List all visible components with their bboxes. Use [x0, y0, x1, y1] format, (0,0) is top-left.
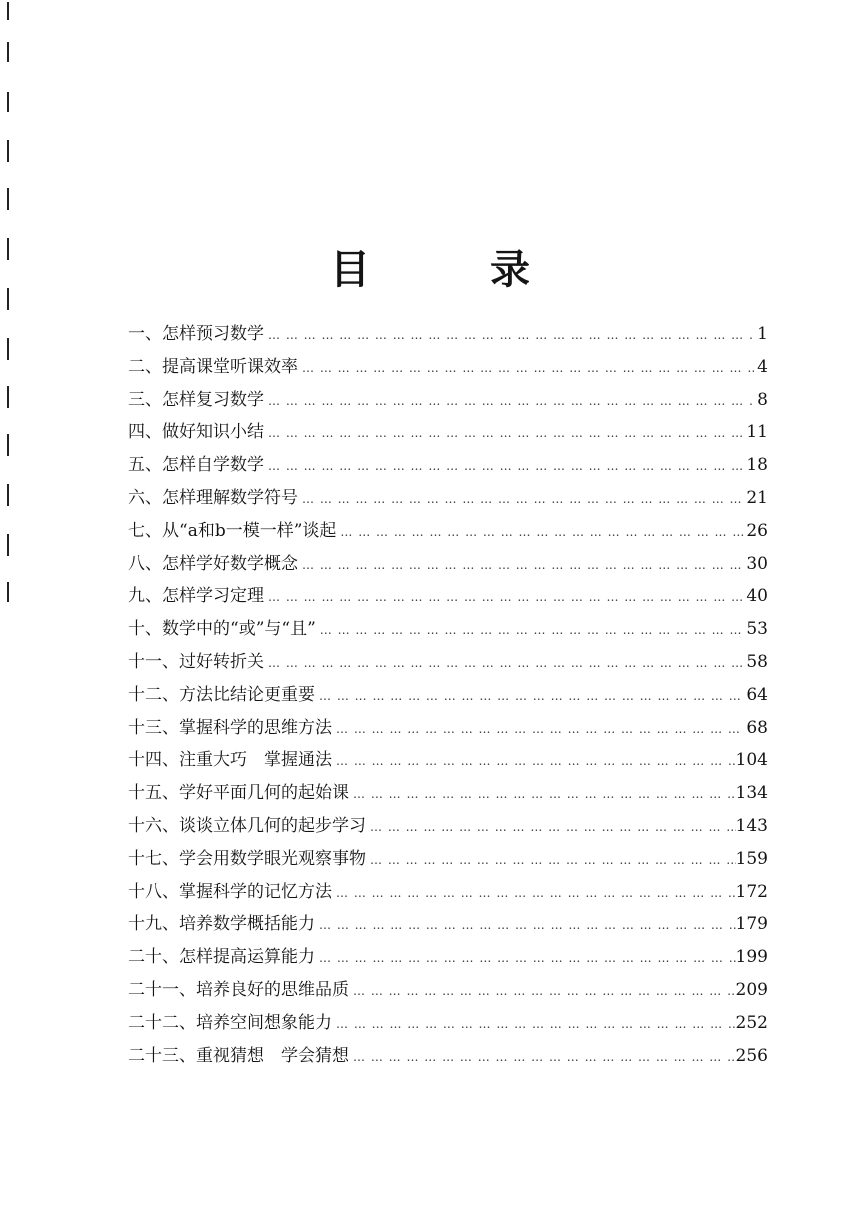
toc-entry-page-number: 40	[746, 586, 768, 607]
toc-entry[interactable]	[128, 351, 768, 384]
toc-entry[interactable]	[128, 810, 768, 843]
toc-dot-leader	[366, 811, 736, 844]
toc-dot-leader	[315, 942, 736, 975]
title-char-2: 录	[490, 247, 530, 293]
toc-entry-page-number: 11	[746, 422, 768, 443]
toc-entry-title: 十五、学好平面几何的起始课	[128, 783, 349, 804]
toc-entry-page-number: 21	[746, 487, 768, 508]
edge-mark	[7, 386, 9, 408]
toc-entry-page-number: 64	[746, 684, 768, 705]
toc-entry[interactable]	[128, 777, 768, 810]
toc-entry[interactable]	[128, 941, 768, 974]
toc-entry-page-number: 18	[746, 455, 768, 476]
edge-mark	[7, 434, 9, 456]
toc-entry-title: 二十、怎样提高运算能力	[128, 947, 315, 968]
toc-entry-page-number: 209	[735, 979, 768, 1000]
toc-entry-page-number: 199	[735, 947, 768, 968]
toc-entry-title: 十四、注重大巧 掌握通法	[128, 750, 332, 771]
toc-entry[interactable]	[128, 1040, 768, 1073]
toc-dot-leader	[349, 1041, 736, 1074]
toc-entry-title: 一、怎样预习数学	[128, 324, 264, 344]
edge-mark	[7, 140, 9, 162]
toc-dot-leader	[264, 581, 746, 614]
toc-entry-title: 九、怎样学习定理	[128, 586, 264, 607]
table-of-contents	[128, 318, 768, 1072]
edge-mark	[7, 484, 9, 506]
toc-dot-leader	[332, 745, 736, 778]
toc-entry[interactable]	[128, 744, 768, 777]
toc-entry-page-number: 4	[757, 356, 768, 377]
page-title	[0, 238, 860, 295]
toc-entry-page-number: 172	[735, 881, 768, 902]
toc-entry[interactable]	[128, 580, 768, 613]
toc-dot-leader	[298, 549, 746, 582]
toc-entry-title: 十二、方法比结论更重要	[128, 684, 315, 705]
toc-entry-title: 十七、学会用数学眼光观察事物	[128, 848, 366, 869]
toc-entry-title: 六、怎样理解数学符号	[128, 487, 298, 508]
toc-entry-title: 十九、培养数学概括能力	[128, 914, 315, 935]
edge-mark	[7, 338, 9, 360]
toc-dot-leader	[316, 614, 747, 647]
toc-dot-leader	[298, 352, 754, 385]
toc-entry-title: 八、怎样学好数学概念	[128, 553, 298, 574]
toc-entry[interactable]	[128, 482, 768, 515]
toc-entry-title: 五、怎样自学数学	[128, 455, 264, 476]
toc-entry-page-number: 8	[757, 389, 768, 410]
toc-entry-page-number: 159	[735, 848, 768, 869]
toc-entry-title: 四、做好知识小结	[128, 422, 264, 443]
edge-mark	[7, 92, 9, 112]
edge-mark	[7, 582, 9, 602]
toc-entry-page-number: 252	[735, 1012, 768, 1033]
toc-dot-leader	[264, 319, 754, 352]
title-char-1: 目	[330, 247, 370, 293]
toc-entry-title: 二十二、培养空间想象能力	[128, 1012, 332, 1033]
toc-entry-title: 三、怎样复习数学	[128, 389, 264, 410]
toc-entry-page-number: 134	[735, 783, 768, 804]
edge-mark	[7, 42, 9, 62]
toc-entry-page-number: 104	[735, 750, 768, 771]
toc-entry-page-number: 68	[746, 717, 768, 738]
toc-entry-page-number: 26	[746, 520, 768, 541]
toc-entry-page-number: 256	[735, 1045, 768, 1066]
toc-dot-leader	[332, 877, 736, 910]
toc-dot-leader	[336, 516, 746, 549]
toc-dot-leader	[264, 385, 754, 418]
toc-entry-page-number: 1	[757, 324, 768, 344]
edge-mark	[7, 534, 9, 556]
toc-dot-leader	[264, 450, 746, 483]
toc-entry[interactable]	[128, 679, 768, 712]
toc-entry-page-number: 179	[735, 914, 768, 935]
toc-dot-leader	[315, 909, 736, 942]
toc-entry-title: 二、提高课堂听课效率	[128, 356, 298, 377]
toc-entry-title: 十八、掌握科学的记忆方法	[128, 881, 332, 902]
toc-entry-title: 二十一、培养良好的思维品质	[128, 979, 349, 1000]
toc-dot-leader	[332, 1008, 736, 1041]
toc-dot-leader	[264, 417, 746, 450]
toc-entry[interactable]	[128, 974, 768, 1007]
edge-mark	[7, 188, 9, 210]
toc-entry-page-number: 53	[746, 619, 768, 640]
toc-entry-page-number: 143	[735, 815, 768, 836]
toc-entry-page-number: 58	[746, 651, 768, 672]
toc-dot-leader	[264, 647, 746, 680]
toc-entry-title: 二十三、重视猜想 学会猜想	[128, 1045, 349, 1066]
toc-entry[interactable]	[128, 515, 768, 548]
toc-entry[interactable]	[128, 613, 768, 646]
toc-entry[interactable]	[128, 646, 768, 679]
binding-edge-marks	[0, 0, 20, 620]
toc-entry[interactable]	[128, 712, 768, 745]
toc-dot-leader	[349, 975, 736, 1008]
toc-entry-title: 十、数学中的“或”与“且”	[128, 619, 316, 640]
toc-entry[interactable]	[128, 548, 768, 581]
toc-entry-title: 十一、过好转折关	[128, 651, 264, 672]
toc-dot-leader	[332, 713, 746, 746]
toc-entry-title: 七、从“a和b一模一样”谈起	[128, 520, 337, 541]
toc-dot-leader	[315, 680, 746, 713]
toc-entry-title: 十三、掌握科学的思维方法	[128, 717, 332, 738]
toc-entry-title: 十六、谈谈立体几何的起步学习	[128, 815, 366, 836]
toc-entry[interactable]	[128, 876, 768, 909]
toc-entry[interactable]	[128, 416, 768, 449]
toc-entry[interactable]	[128, 318, 768, 351]
toc-entry[interactable]	[128, 843, 768, 876]
toc-entry[interactable]	[128, 449, 768, 482]
toc-entry-page-number: 30	[746, 553, 768, 574]
toc-dot-leader	[298, 483, 746, 516]
toc-entry[interactable]	[128, 1007, 768, 1040]
edge-mark	[7, 2, 9, 20]
toc-dot-leader	[366, 844, 736, 877]
toc-dot-leader	[349, 778, 736, 811]
toc-entry[interactable]	[128, 908, 768, 941]
toc-entry[interactable]	[128, 384, 768, 417]
